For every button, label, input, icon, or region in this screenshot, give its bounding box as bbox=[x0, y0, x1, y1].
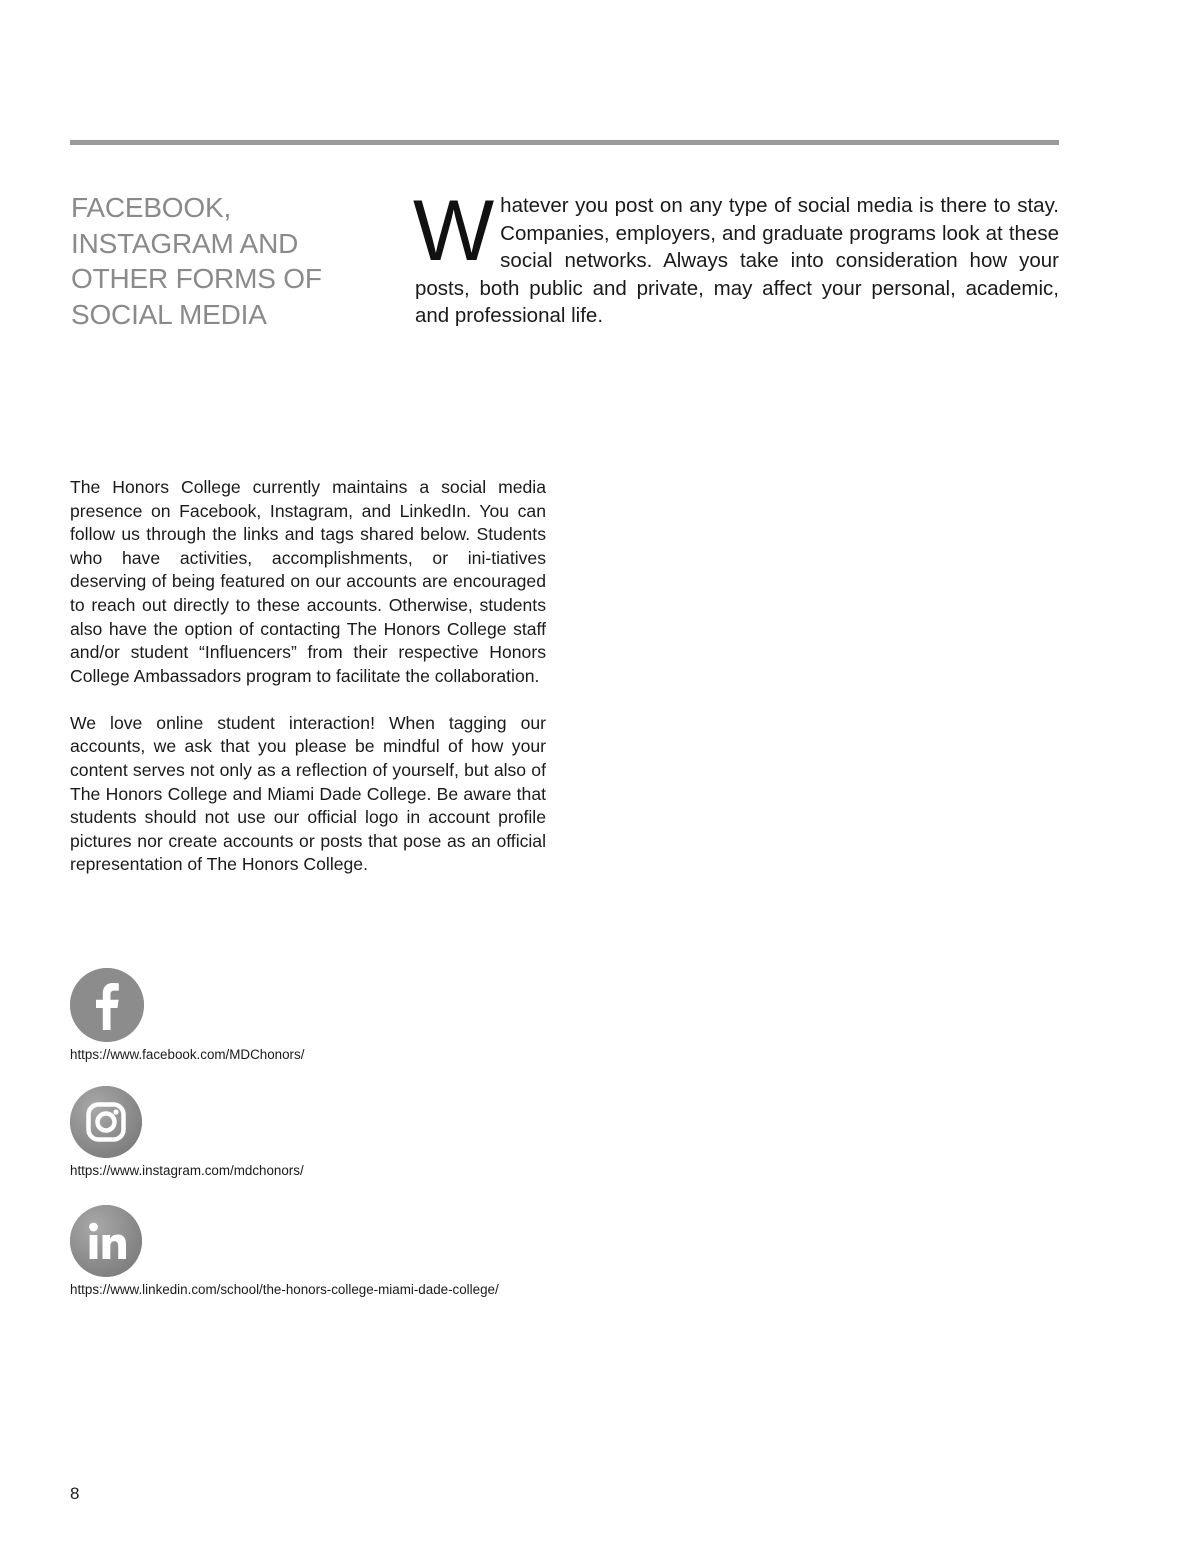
section-title: FACEBOOK, INSTAGRAM AND OTHER FORMS OF SOCIAL MEDIA bbox=[71, 192, 322, 330]
facebook-icon[interactable] bbox=[70, 968, 144, 1042]
instagram-icon[interactable] bbox=[70, 1086, 142, 1158]
facebook-url[interactable]: https://www.facebook.com/MDChonors/ bbox=[70, 1047, 305, 1062]
linkedin-link-block bbox=[70, 1205, 590, 1297]
top-divider bbox=[70, 140, 1059, 145]
facebook-link-block bbox=[70, 968, 590, 1062]
intro-text: hatever you post on any type of social media is there to stay. Companies, employers, and graduate programs look at these social networks. Always take into consideration how your posts, both public and private, may affect your personal, academic, and professional life. bbox=[415, 194, 1059, 327]
intro-paragraph bbox=[413, 183, 1059, 330]
linkedin-icon[interactable] bbox=[70, 1205, 142, 1277]
linkedin-url[interactable]: https://www.linkedin.com/school/the-honors-college-miami-dade-college/ bbox=[70, 1282, 499, 1297]
body-paragraph: The Honors College currently maintains a social media presence on Facebook, Instagram, and LinkedIn. You can follow us through the links and tags shared below. Students who have activities, accomplishments, or ini-tiatives deserving of being featured on our accounts are encouraged to reach out directly to these accounts. Otherwise, students also have the option of contacting The Honors College staff and/or student “Influencers” from their respective Honors College Ambassadors program to facilitate the collaboration. bbox=[70, 477, 546, 686]
drop-cap: W bbox=[413, 183, 495, 279]
body-paragraph: We love online student interaction! When tagging our accounts, we ask that you please be mindful of how your content serves not only as a reflection of yourself, but also of The Honors College and Miami Dade College. Be aware that students should not use our official logo in account profile pictures nor create accounts or posts that pose as an official representation of The Honors College. bbox=[70, 712, 546, 875]
instagram-link-block bbox=[70, 1086, 590, 1178]
instagram-url[interactable]: https://www.instagram.com/mdchonors/ bbox=[70, 1163, 304, 1178]
page-number: 8 bbox=[70, 1484, 80, 1503]
body-copy bbox=[70, 476, 546, 901]
